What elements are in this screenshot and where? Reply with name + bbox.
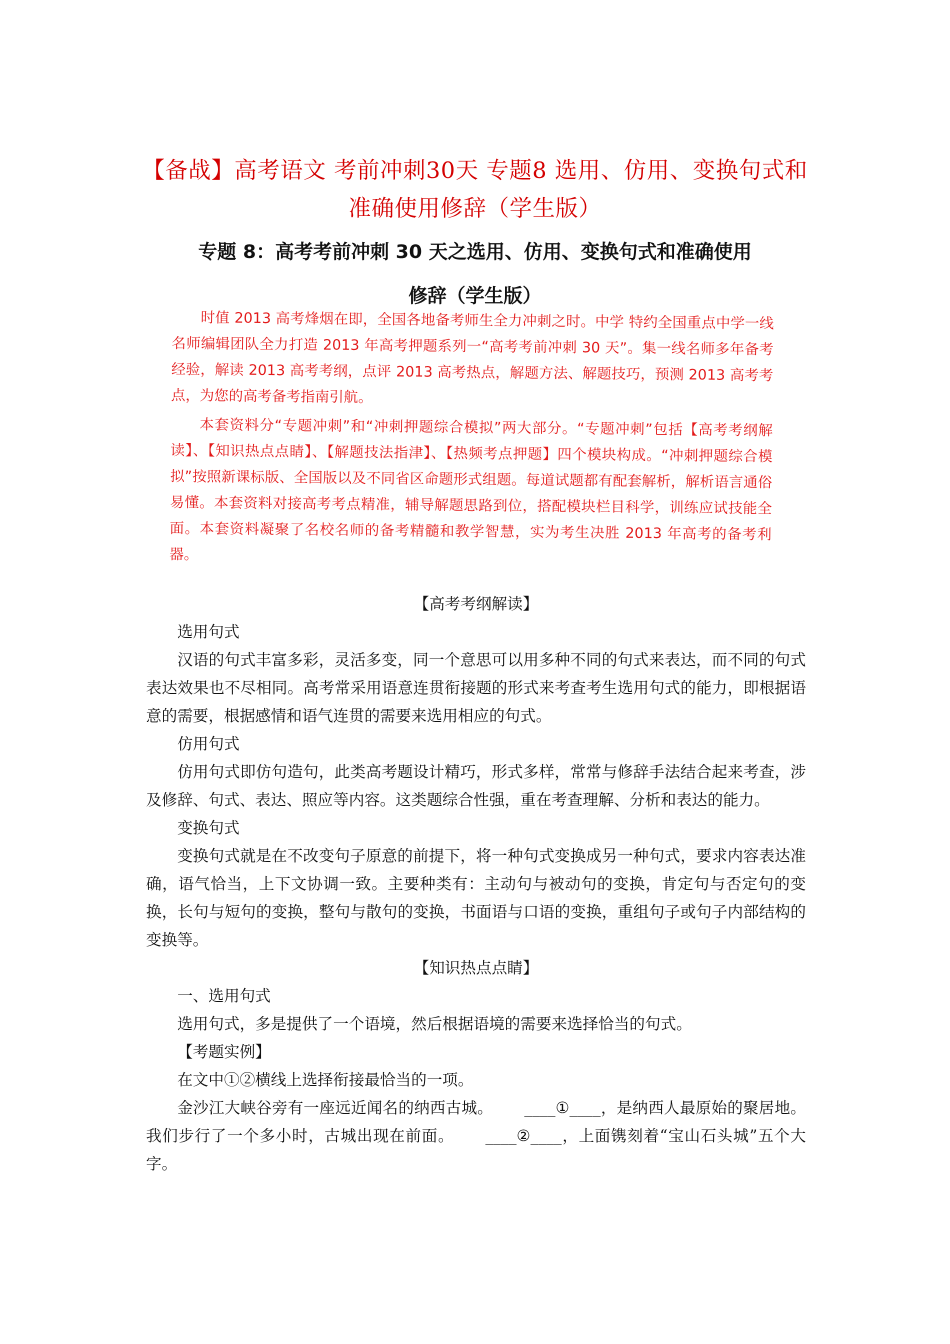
question-prompt: 在文中①②横线上选择衔接最恰当的一项。 — [177, 1071, 474, 1089]
blank-1: ____①____ — [524, 1099, 601, 1117]
knowledge-title-1: 一、选用句式 — [177, 987, 271, 1005]
subtitle-line-1: 专题 8：高考考前冲刺 30 天之选用、仿用、变换句式和准确使用 — [198, 241, 752, 263]
section-heading-knowledge: 【知识热点点睛】 — [413, 959, 539, 977]
intro-paragraph-2: 本套资料分“专题冲刺”和“冲刺押题综合模拟”两大部分。“专题冲刺”包括【高考考纲解读】、【知识热点点睛】、【解题技法指津】、【热频考点押题】四个模块构成。“冲刺押题综合模拟”按照新课标版、全国版以及不同省区命题形式组题。每道试题都有配套解析，解析语言通俗易懂。本套资料对接高考考点精准，辅导解题思路到位，搭配模块栏目科学，训练应试技能全面。本套资料凝聚了名校名师的备考精髓和教学智慧，实为考生决胜 2013 年高考的备考利器。 — [169, 417, 773, 564]
section-title-select: 选用句式 — [177, 623, 240, 641]
intro-paragraph-1: 时值 2013 高考烽烟在即，全国各地备考师生全力冲刺之时。中学 特约全国重点中学一线名师编辑团队全力打造 2013 年高考押题系列一“高考考前冲刺 30 天”。集一线名师多年备考经验，解读 2013 高考考纲，点评 2013 高考热点，解题方法、解题技巧，预测 2013 高考考点，为您的高考备考指南引航。 — [170, 310, 774, 407]
passage-text-2: ，是纳西人最原始的聚居地。我们步行了一个多小时，古城出现在前面。 — [146, 1099, 806, 1145]
blank-2: ____②____ — [485, 1127, 562, 1145]
section-title-imitate: 仿用句式 — [177, 735, 240, 753]
subtitle-line-2: 修辞（学生版） — [408, 285, 542, 307]
document-title: 【备战】高考语文 考前冲刺30天 专题8 选用、仿用、变换句式和准确使用修辞（学生版） — [142, 158, 808, 222]
passage-text-1: 金沙江大峡谷旁有一座远近闻名的纳西古城。 — [177, 1099, 494, 1117]
section-heading-outline: 【高考考纲解读】 — [413, 595, 539, 613]
question-passage — [146, 1094, 806, 1178]
paragraph-imitate: 仿用句式即仿句造句，此类高考题设计精巧，形式多样，常常与修辞手法结合起来考查，涉及修辞、句式、表达、照应等内容。这类题综合性强，重在考查理解、分析和表达的能力。 — [146, 763, 806, 809]
knowledge-paragraph-1: 选用句式，多是提供了一个语境，然后根据语境的需要来选择恰当的句式。 — [177, 1015, 692, 1033]
section-title-transform: 变换句式 — [177, 819, 240, 837]
example-label: 【考题实例】 — [177, 1043, 271, 1061]
promo-intro — [169, 305, 774, 574]
paragraph-transform: 变换句式就是在不改变句子原意的前提下，将一种句式变换成另一种句式，要求内容表达准确，语气恰当，上下文协调一致。主要种类有：主动句与被动句的变换，肯定句与否定句的变换，长句与短句的变换，整句与散句的变换，书面语与口语的变换，重组句子或句子内部结构的变换等。 — [146, 847, 806, 949]
passage-text-3: ，上面镌刻着“宝山石头城”五个大字。 — [146, 1127, 806, 1173]
main-content — [146, 590, 806, 1178]
paragraph-select: 汉语的句式丰富多彩，灵活多变，同一个意思可以用多种不同的句式来表达，而不同的句式表达效果也不尽相同。高考常采用语意连贯衔接题的形式来考查考生选用句式的能力，即根据语意的需要，根据感情和语气连贯的需要来选用相应的句式。 — [146, 651, 806, 725]
